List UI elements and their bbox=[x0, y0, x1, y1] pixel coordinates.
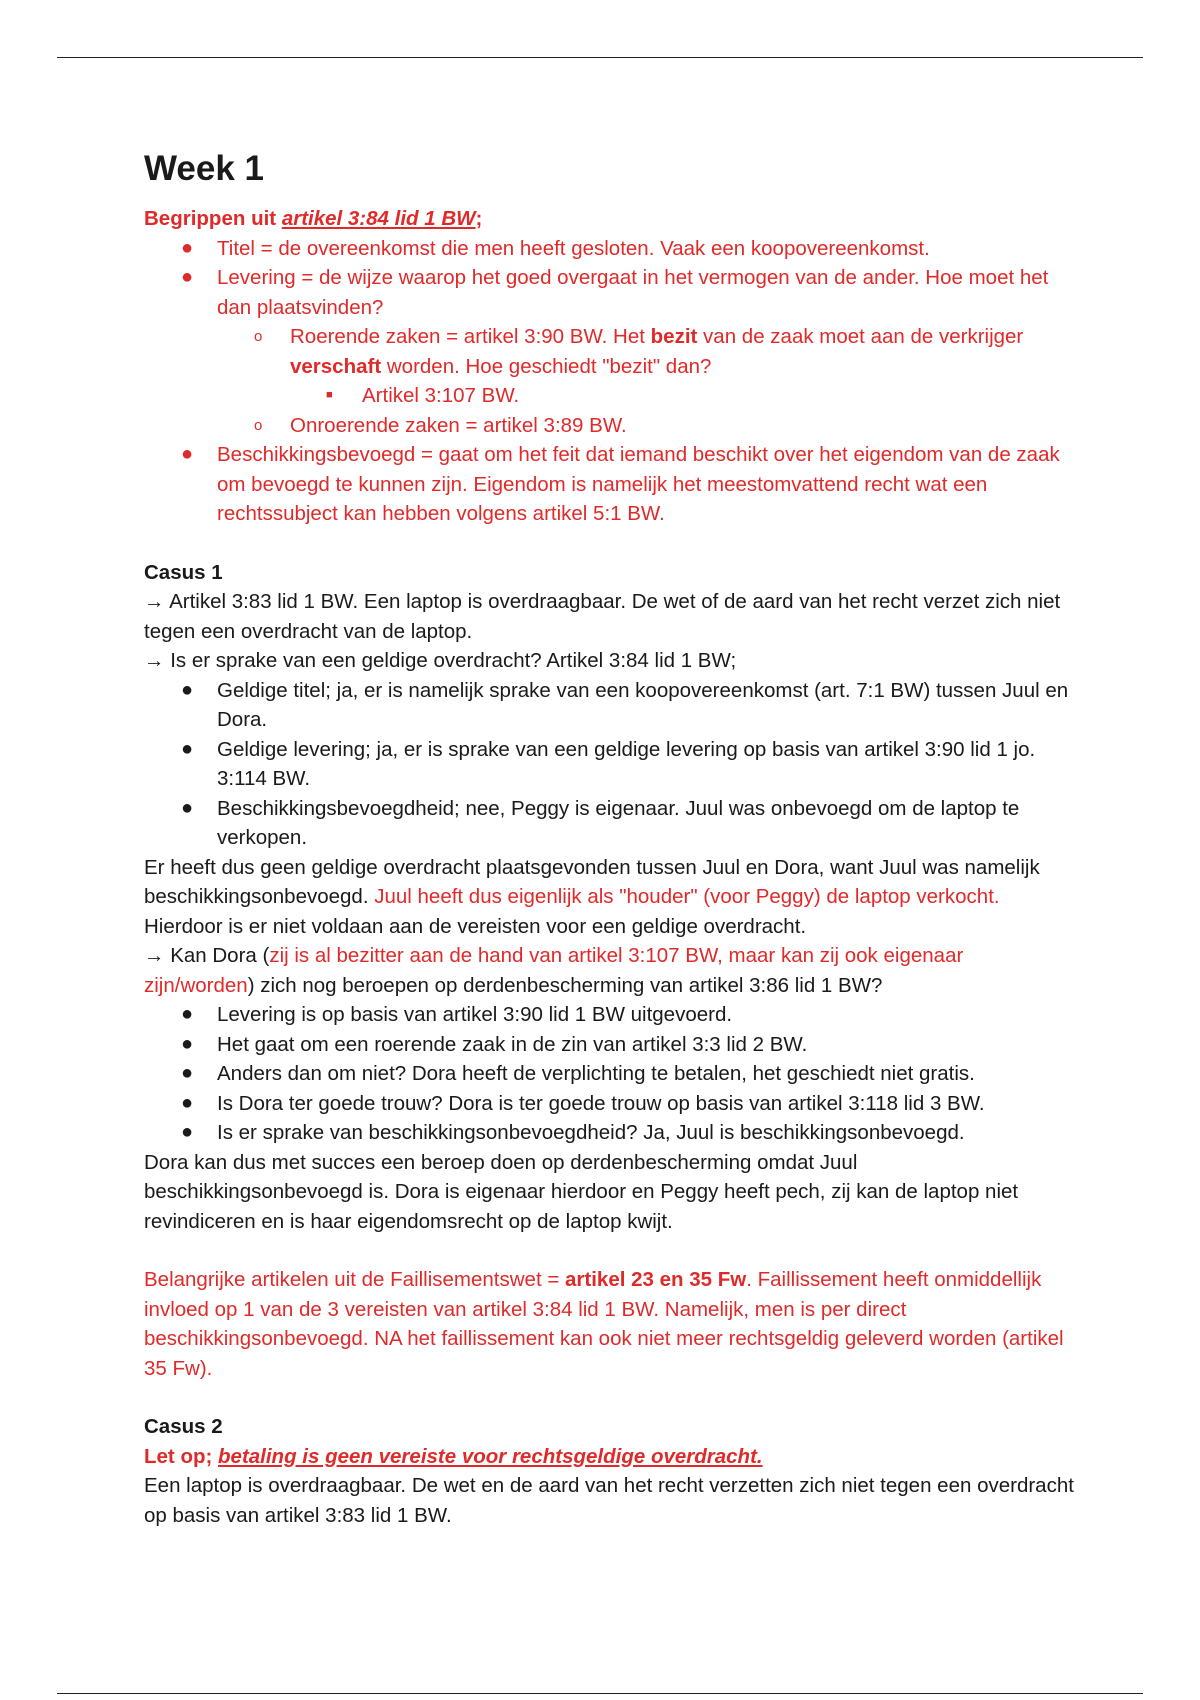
paragraph: Belangrijke artikelen uit de Faillisementswet = artikel 23 en 35 Fw. Faillissement heeft onmiddellijk invloed op 1 van de 3 vereisten van artikel 3:84 lid 1 BW. Namelijk, men is per direct beschikkingsonbevoegd. NA het faillissement kan ook niet meer rechtsgeldig geleverd worden (artikel 35 Fw). bbox=[144, 1268, 1064, 1380]
bullet-icon: ● bbox=[181, 1062, 194, 1084]
paragraph: Een laptop is overdraagbaar. De wet en de aard van het recht verzetten zich niet tegen een overdracht op basis van artikel 3:83 lid 1 BW. bbox=[144, 1474, 1074, 1527]
casus2-heading: Casus 2 bbox=[144, 1415, 223, 1438]
square-bullet-icon: ■ bbox=[326, 389, 333, 401]
bullet-icon: ● bbox=[181, 236, 194, 259]
footer-rule bbox=[57, 1693, 1143, 1694]
circle-bullet-icon: o bbox=[254, 416, 263, 434]
paragraph: → Artikel 3:83 lid 1 BW. Een laptop is overdraagbaar. De wet of de aard van het recht verzet zich niet tegen een overdracht van de laptop. bbox=[144, 590, 1061, 643]
bullet-icon: ● bbox=[181, 1121, 194, 1143]
list-item: o Roerende zaken = artikel 3:90 BW. Het bezit van de zaak moet aan de verkrijger verschaft worden. Hoe geschiedt "bezit" dan? bbox=[144, 322, 1074, 381]
faillissement-section bbox=[144, 1265, 1074, 1383]
list-item: ● Anders dan om niet? Dora heeft de verplichting te betalen, het geschiedt niet gratis. bbox=[144, 1059, 1074, 1089]
paragraph: Dora kan dus met succes een beroep doen op derdenbescherming omdat Juul beschikkingsonbevoegd is. Dora is eigenaar hierdoor en Peggy heeft pech, zij kan de laptop niet revindiceren en is haar eigendomsrecht op de laptop kwijt. bbox=[144, 1150, 1019, 1233]
bullet-icon: ● bbox=[181, 1032, 194, 1055]
list-item: ● Is er sprake van beschikkingsonbevoegdheid? Ja, Juul is beschikkingsonbevoegd. bbox=[144, 1118, 1074, 1148]
bullet-icon: ● bbox=[181, 737, 194, 760]
casus1-list-1 bbox=[144, 676, 1074, 853]
paragraph: → Is er sprake van een geldige overdracht? Artikel 3:84 lid 1 BW; bbox=[144, 649, 737, 672]
list-item: ■ Artikel 3:107 BW. bbox=[144, 381, 1074, 411]
paragraph: → Kan Dora (zij is al bezitter aan de hand van artikel 3:107 BW, maar kan zij ook eigenaar zijn/worden) zich nog beroepen op derdenbescherming van artikel 3:86 lid 1 BW? bbox=[144, 944, 964, 997]
bullet-icon: ● bbox=[181, 796, 194, 819]
bullet-icon: ● bbox=[181, 443, 194, 465]
list-item: ● Titel = de overeenkomst die men heeft gesloten. Vaak een koopovereenkomst. bbox=[144, 234, 1074, 264]
begrippen-section bbox=[144, 204, 1074, 529]
list-item: ● Geldige titel; ja, er is namelijk sprake van een koopovereenkomst (art. 7:1 BW) tussen Juul en Dora. bbox=[144, 676, 1074, 735]
note: Let op; betaling is geen vereiste voor rechtsgeldige overdracht. bbox=[144, 1444, 763, 1468]
casus2-section bbox=[144, 1412, 1074, 1530]
bullet-icon: ● bbox=[181, 266, 194, 288]
document-body bbox=[144, 146, 1074, 1530]
list-item: ● Geldige levering; ja, er is sprake van een geldige levering op basis van artikel 3:90 lid 1 jo. 3:114 BW. bbox=[144, 735, 1074, 794]
casus1-heading: Casus 1 bbox=[144, 560, 223, 584]
circle-bullet-icon: o bbox=[254, 328, 263, 345]
begrippen-list bbox=[144, 234, 1074, 529]
list-item: ● Is Dora ter goede trouw? Dora is ter goede trouw op basis van artikel 3:118 lid 3 BW. bbox=[144, 1089, 1074, 1119]
begrippen-heading: Begrippen uit artikel 3:84 lid 1 BW; bbox=[144, 207, 483, 230]
list-item: ● Beschikkingsbevoegdheid; nee, Peggy is eigenaar. Juul was onbevoegd om de laptop te verkopen. bbox=[144, 794, 1074, 853]
page-title: Week 1 bbox=[144, 149, 264, 188]
paragraph: Er heeft dus geen geldige overdracht plaatsgevonden tussen Juul en Dora, want Juul was namelijk beschikkingsonbevoegd. Juul heeft dus eigenlijk als "houder" (voor Peggy) de laptop verkocht. Hierdoor is er niet voldaan aan de vereisten voor een geldige overdracht. bbox=[144, 855, 1040, 938]
list-item: ● Beschikkingsbevoegd = gaat om het feit dat iemand beschikt over het eigendom van de zaak om bevoegd te kunnen zijn. Eigendom is namelijk het meestomvattend recht wat een rechtssubject kan hebben volgens artikel 5:1 BW. bbox=[144, 440, 1074, 529]
casus1-list-2 bbox=[144, 1000, 1074, 1148]
list-item: ● Levering is op basis van artikel 3:90 lid 1 BW uitgevoerd. bbox=[144, 1000, 1074, 1030]
list-item: o Onroerende zaken = artikel 3:89 BW. bbox=[144, 411, 1074, 441]
header-rule bbox=[57, 57, 1143, 58]
article-reference-link: artikel 3:84 lid 1 BW bbox=[281, 207, 476, 230]
list-item: ● Levering = de wijze waarop het goed overgaat in het vermogen van de ander. Hoe moet het dan plaatsvinden? bbox=[144, 263, 1074, 322]
bullet-icon: ● bbox=[181, 1091, 194, 1114]
list-item: ● Het gaat om een roerende zaak in de zin van artikel 3:3 lid 2 BW. bbox=[144, 1030, 1074, 1060]
bullet-icon: ● bbox=[181, 1003, 194, 1025]
bullet-icon: ● bbox=[181, 678, 194, 701]
casus1-section bbox=[144, 558, 1074, 1237]
